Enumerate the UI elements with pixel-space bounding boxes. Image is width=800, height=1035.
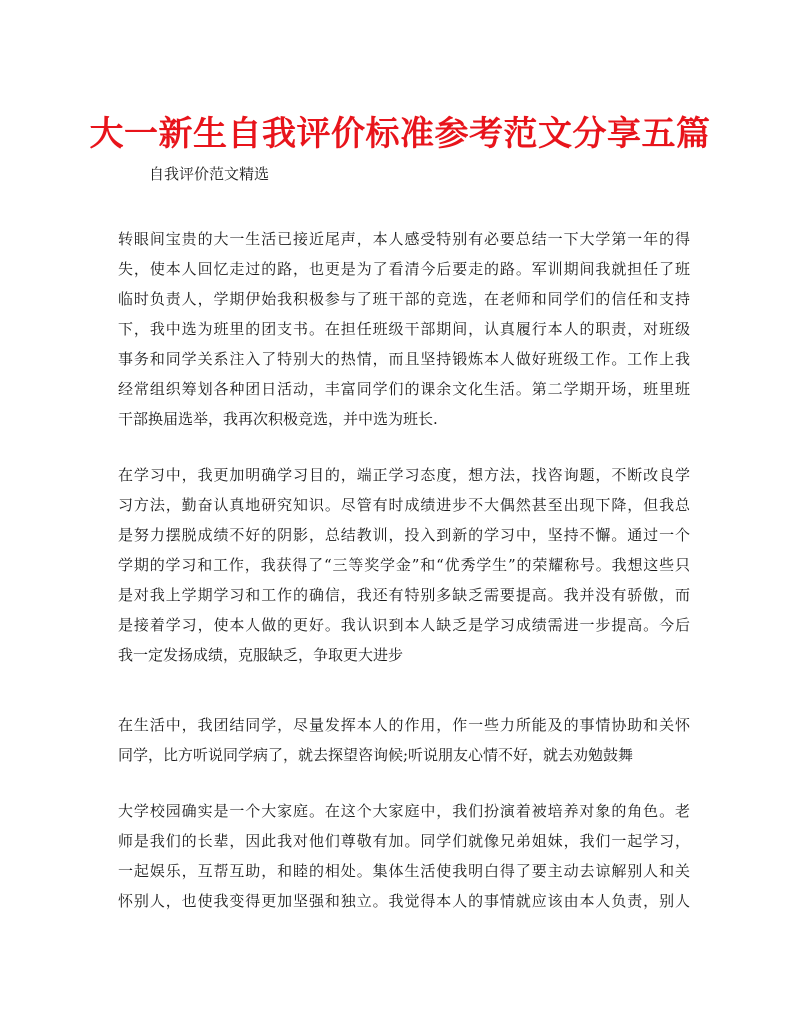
paragraph-line: 是接着学习，使本人做的更好。我认识到本人缺乏是学习成绩需进一步提高。今后 (118, 616, 690, 634)
paragraph-line: 临时负责人，学期伊始我积极参与了班干部的竞选，在老师和同学们的信任和支持 (118, 290, 690, 308)
paragraph-line: 是努力摆脱成绩不好的阴影，总结教训，投入到新的学习中，坚持不懈。通过一个 (118, 526, 690, 544)
paragraph-line: 同学，比方听说同学病了，就去探望咨询候;听说朋友心情不好，就去劝勉鼓舞 (118, 746, 634, 764)
paragraph-line: 失，使本人回忆走过的路，也更是为了看清今后要走的路。军训期间我就担任了班 (118, 260, 690, 278)
paragraph-line: 在学习中，我更加明确学习目的，端正学习态度，想方法，找咨询题，不断改良学 (118, 466, 690, 484)
paragraph-line: 学期的学习和工作，我获得了“三等奖学金”和“优秀学生”的荣耀称号。我想这些只 (118, 556, 690, 574)
paragraph-line: 一起娱乐，互帮互助，和睦的相处。集体生活使我明白得了要主动去谅解别人和关 (118, 862, 690, 880)
paragraph-line: 转眼间宝贵的大一生活已接近尾声，本人感受特别有必要总结一下大学第一年的得 (118, 230, 690, 248)
paragraph-line: 习方法，勤奋认真地研究知识。尽管有时成绩进步不大偶然甚至出现下降，但我总 (118, 496, 690, 514)
document-subtitle: 自我评价范文精选 (149, 165, 270, 183)
paragraph-line: 干部换届选举，我再次积极竞选，并中选为班长. (118, 410, 438, 428)
paragraph-1 (118, 224, 690, 434)
paragraph-line: 事务和同学关系注入了特别大的热情，而且坚持锻炼本人做好班级工作。工作上我 (118, 350, 690, 368)
paragraph-line: 大学校园确实是一个大家庭。在这个大家庭中，我们扮演着被培养对象的角色。老 (118, 802, 690, 820)
paragraph-line: 我一定发扬成绩，克服缺乏，争取更大进步 (118, 646, 404, 664)
paragraph-line: 师是我们的长辈，因此我对他们尊敬有加。同学们就像兄弟姐妹，我们一起学习， (118, 832, 690, 850)
paragraph-4 (118, 796, 690, 916)
paragraph-line: 下，我中选为班里的团支书。在担任班级干部期间，认真履行本人的职责，对班级 (118, 320, 690, 338)
document-title: 大一新生自我评价标准参考范文分享五篇 (89, 114, 711, 154)
paragraph-line: 是对我上学期学习和工作的确信，我还有特别多缺乏需要提高。我并没有骄傲，而 (118, 586, 690, 604)
paragraph-2 (118, 460, 690, 670)
paragraph-line: 经常组织筹划各种团日活动，丰富同学们的课余文化生活。第二学期开场，班里班 (118, 380, 690, 398)
paragraph-line: 在生活中，我团结同学，尽量发挥本人的作用，作一些力所能及的事情协助和关怀 (118, 716, 690, 734)
paragraph-line: 怀别人，也使我变得更加坚强和独立。我觉得本人的事情就应该由本人负责，别人 (118, 892, 690, 910)
paragraph-3 (118, 710, 690, 770)
